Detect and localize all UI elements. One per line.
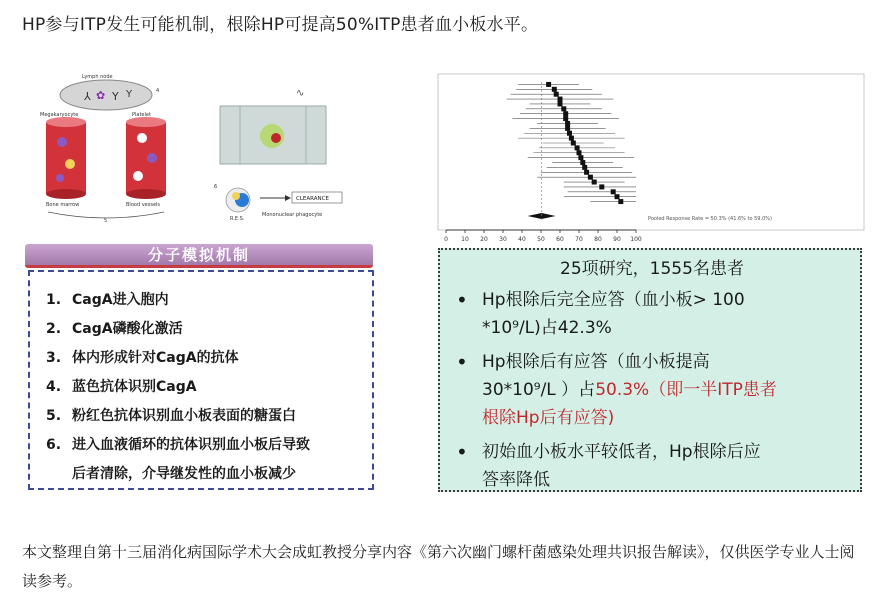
mechanism-item: [46, 373, 362, 402]
item-number: 1.: [46, 292, 62, 308]
mechanism-item: [46, 315, 362, 344]
marker-6: 6: [214, 184, 218, 190]
study-point: [592, 180, 597, 185]
mechanism-item: [46, 431, 362, 460]
results-figure: [436, 72, 866, 497]
highlight-text: 50.3%（即一半ITP患者: [595, 380, 777, 400]
bullet-icon: •: [456, 288, 468, 312]
result-text: *10⁹/L)占42.3%: [482, 318, 612, 338]
svg-text:Y: Y: [112, 90, 119, 103]
result-text: Hp根除后有应答（血小板提高: [482, 352, 710, 372]
marker-4: 4: [156, 88, 160, 94]
study-point: [575, 145, 580, 150]
item-number: 3.: [46, 350, 62, 366]
highlight-text: 根除Hp后有应答): [482, 408, 615, 428]
item-number: 2.: [46, 321, 62, 337]
mechanism-item: [46, 460, 362, 489]
x-tick-label: 60: [556, 236, 564, 243]
result-text: 答率降低: [482, 470, 550, 490]
mechanism-item: [46, 286, 362, 315]
result-item: [456, 348, 848, 432]
svg-text:✿: ✿: [96, 89, 106, 102]
blood-vessels-label: Blood vessels: [126, 202, 161, 208]
results-box: [438, 248, 862, 492]
result-text: Hp根除后完全应答（血小板> 100: [482, 290, 745, 310]
study-point: [563, 116, 568, 121]
result-text: 30*10⁹/L ）占: [482, 380, 596, 400]
study-point: [567, 131, 572, 136]
svg-text:Y: Y: [126, 89, 133, 100]
forest-plot: [436, 72, 866, 244]
item-text: 粉红色抗体识别血小板表面的糖蛋白: [72, 408, 296, 424]
mechanism-diagram: [34, 72, 366, 232]
result-item: [456, 438, 848, 494]
footer-note: 本文整理自第十三届消化病国际学术大会成虹教授分享内容《第六次幽门螺杆菌感染处理共识报告解读》，仅供医学专业人士阅读参考。: [22, 543, 855, 590]
study-point: [558, 97, 563, 102]
platelet-label: Platelet: [132, 112, 151, 118]
x-tick-label: 40: [518, 236, 526, 243]
study-point: [563, 111, 568, 116]
mechanism-figure: [24, 72, 376, 497]
res-label: R.E.S.: [230, 216, 245, 222]
study-point: [558, 101, 563, 106]
mechanism-item: [46, 344, 362, 373]
item-number: 4.: [46, 379, 62, 395]
x-tick-label: 100: [630, 236, 642, 243]
mechanism-item: [46, 402, 362, 431]
mechanism-list: [46, 286, 362, 489]
x-tick-label: 0: [444, 236, 448, 243]
study-point: [577, 150, 582, 155]
study-point: [569, 136, 574, 141]
study-point: [578, 155, 583, 160]
headline: HP参与ITP发生可能机制，根除HP可提高50%ITP患者血小板水平。: [22, 15, 539, 35]
x-tick-label: 30: [499, 236, 507, 243]
bone-marrow-label: Bone marrow: [46, 202, 80, 208]
study-point: [561, 106, 566, 111]
item-text: 后者清除，介导继发性的血小板减少: [72, 466, 296, 482]
item-number: 6.: [46, 437, 62, 453]
lymph-node-label: Lymph node: [82, 74, 113, 80]
x-tick-label: 10: [461, 236, 469, 243]
results-list: [456, 286, 848, 494]
item-text: CagA进入胞内: [72, 292, 169, 308]
mononuclear-label: Mononuclear phagocyte: [262, 212, 323, 218]
study-point: [611, 189, 616, 194]
result-text: 初始血小板水平较低者，Hp根除后应: [482, 442, 761, 462]
x-tick-label: 70: [575, 236, 583, 243]
lymph-node-shape: [60, 80, 152, 110]
mechanism-title: 分子模拟机制: [25, 244, 373, 268]
pooled-label: Pooled Response Rate = 50.3% (41.6% to 59.0%): [648, 216, 772, 222]
x-tick-label: 20: [480, 236, 488, 243]
item-number: [46, 460, 72, 489]
x-tick-label: 80: [594, 236, 602, 243]
result-item: [456, 286, 848, 342]
marker-5: 5: [104, 218, 108, 224]
study-point: [552, 87, 557, 92]
clearance-label: CLEARANCE: [296, 196, 329, 202]
bacteria-icon: ∿: [296, 88, 305, 99]
bullet-icon: •: [456, 350, 468, 374]
study-point: [599, 184, 604, 189]
item-number: 5.: [46, 408, 62, 424]
study-point: [588, 175, 593, 180]
results-title: 25项研究，1555名患者: [560, 259, 744, 279]
study-point: [618, 199, 623, 204]
megakaryocyte-label: Megakaryocyte: [40, 112, 79, 118]
item-text: 进入血液循环的抗体识别血小板后导致: [72, 437, 310, 453]
study-point: [615, 194, 620, 199]
item-text: CagA磷酸化激活: [72, 321, 183, 337]
study-point: [584, 170, 589, 175]
svg-text:⅄: ⅄: [84, 90, 91, 103]
study-point: [582, 165, 587, 170]
study-point: [565, 126, 570, 131]
study-point: [565, 121, 570, 126]
study-point: [554, 92, 559, 97]
item-text: 蓝色抗体识别CagA: [72, 379, 197, 395]
study-point: [546, 82, 551, 87]
x-tick-label: 50: [537, 236, 545, 243]
mechanism-box: [28, 270, 374, 490]
item-text: 体内形成针对CagA的抗体: [72, 350, 239, 366]
x-tick-label: 90: [613, 236, 621, 243]
study-point: [580, 160, 585, 165]
bullet-icon: •: [456, 440, 468, 464]
study-point: [571, 141, 576, 146]
forest-frame: [438, 74, 864, 230]
